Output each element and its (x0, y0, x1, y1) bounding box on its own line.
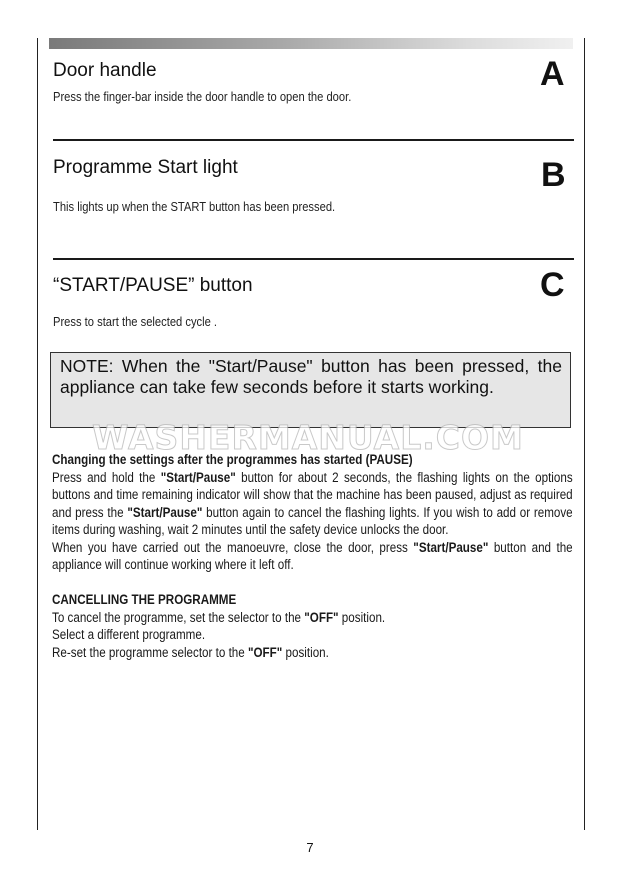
section-divider (53, 139, 574, 141)
cancel-line-3: Re-set the programme selector to the "OFF" position. (52, 644, 329, 660)
page-number: 7 (306, 840, 314, 855)
cancel-heading: CANCELLING THE PROGRAMME (52, 592, 237, 607)
resume-paragraph: When you have carried out the manoeuvre, close the door, press "Start/Pause" button and the appliance will continue working where it left off. (52, 539, 573, 572)
body-text (52, 451, 573, 661)
cancel-line-2: Select a different programme. (52, 627, 206, 642)
section-letter-c: C (540, 266, 565, 304)
section-title-start-pause-button: “START/PAUSE” button (53, 275, 253, 296)
note-text: NOTE: When the "Start/Pause" button has been pressed, the appliance can take few seconds before it starts working. (60, 356, 562, 397)
page-left-border (37, 38, 38, 830)
section-title-door-handle: Door handle (53, 60, 157, 81)
cancel-line-1: To cancel the programme, set the selector to the "OFF" position. (52, 609, 386, 625)
note-box (50, 352, 571, 428)
section-description-start-pause-button: Press to start the selected cycle . (53, 314, 218, 329)
header-gradient-bar (49, 38, 573, 49)
page-right-border (584, 38, 585, 830)
watermark: WASHERMANUAL.COM (92, 418, 524, 457)
pause-paragraph: Press and hold the "Start/Pause" button for about 2 seconds, the flashing lights on the options buttons and time remaining indicator will show that the machine has been paused, adjust as required and press the "Start/Pause" button again to cancel the flashing lights. If you wish to add or remove items during washing, wait 2 minutes until the safety device unlocks the door. (52, 469, 573, 537)
section-title-programme-start-light: Programme Start light (53, 157, 238, 178)
section-description-door-handle: Press the finger-bar inside the door handle to open the door. (53, 89, 352, 104)
section-divider (53, 258, 574, 260)
section-letter-b: B (541, 156, 566, 194)
section-description-programme-start-light: This lights up when the START button has been pressed. (53, 199, 336, 214)
section-letter-a: A (540, 55, 565, 93)
pause-heading: Changing the settings after the programmes has started (PAUSE) (52, 452, 413, 467)
